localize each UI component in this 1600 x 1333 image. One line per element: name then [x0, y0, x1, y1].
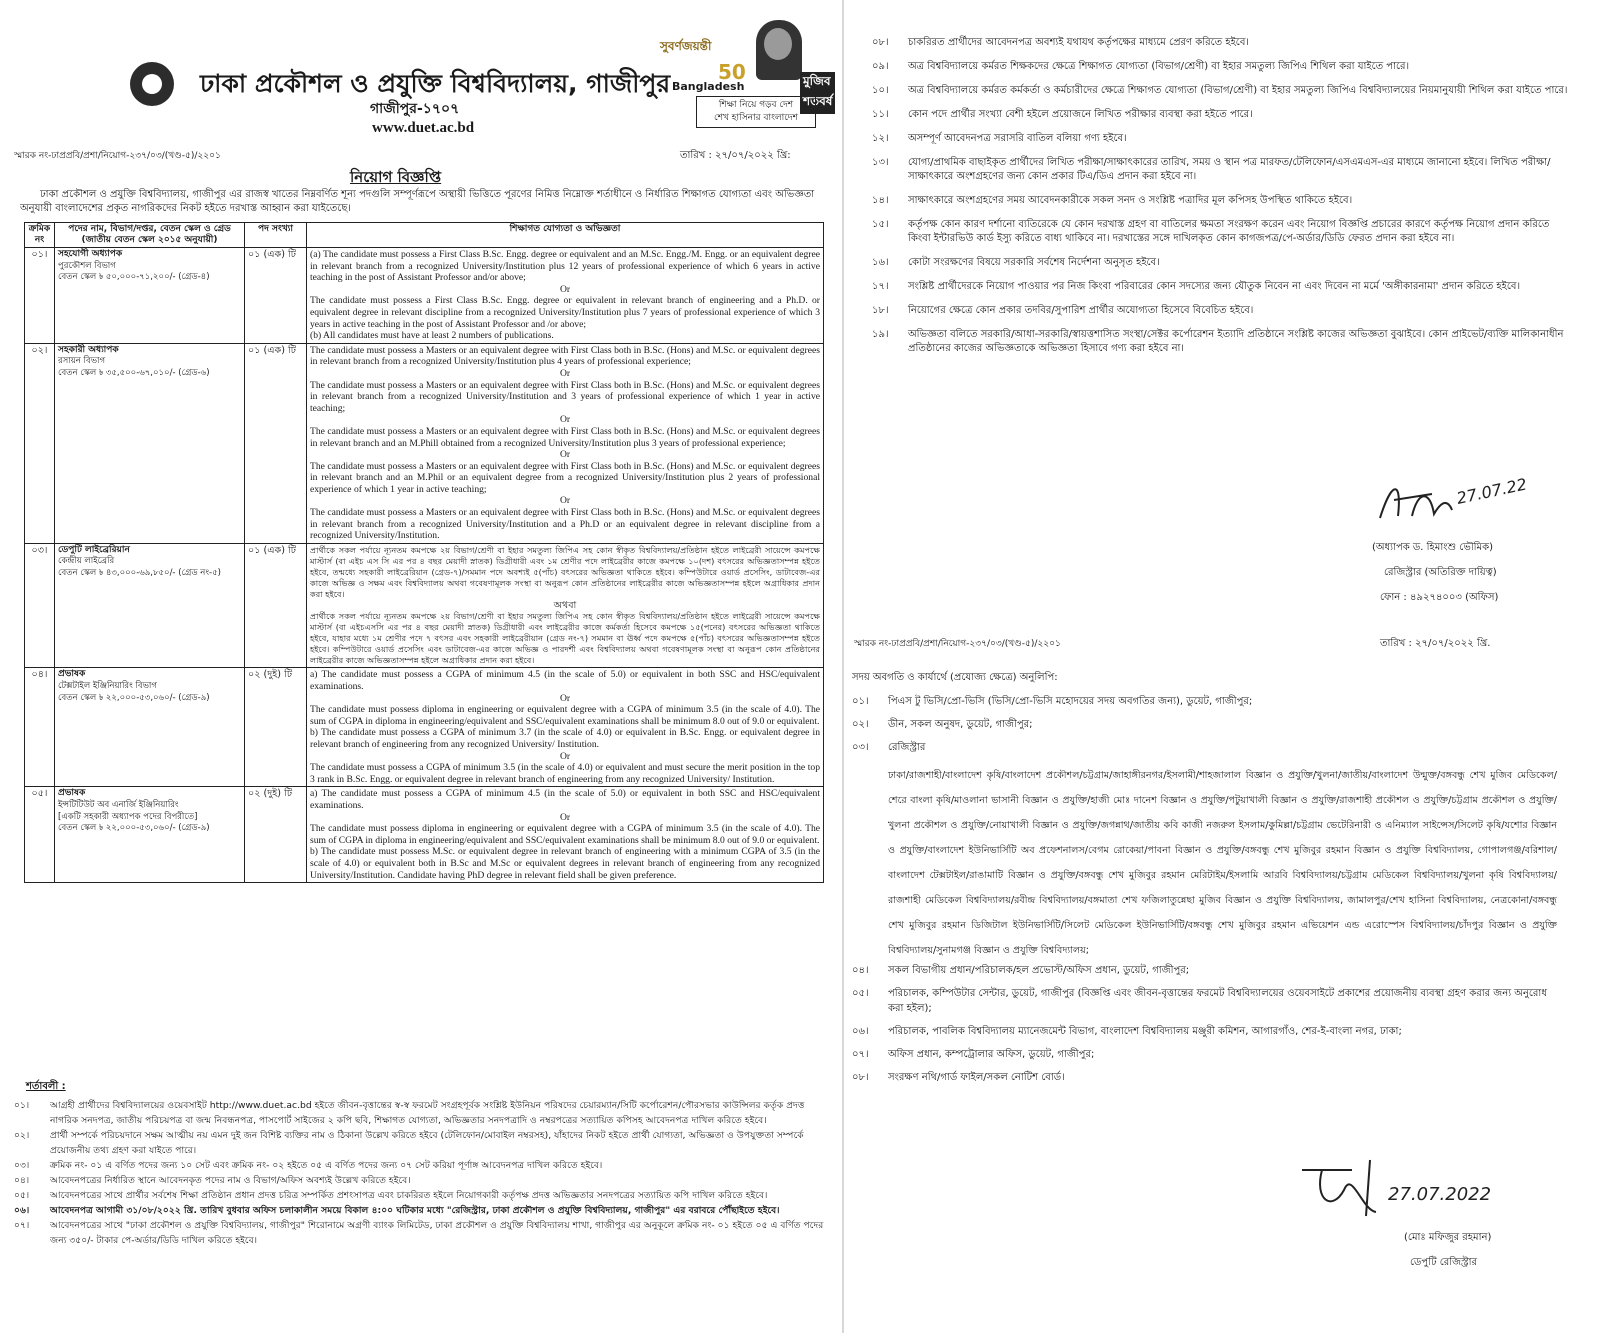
or-separator: Or: [559, 367, 571, 379]
condition-text: অভিজ্ঞতা বলিতে সরকারি/আধা-সরকারি/স্বায়ত্তশাসিত সংস্থা/সেক্টর কর্পোরেশন ইত্যাদি প্রতিষ্ঠানে সংশ্লিষ্ট কাজের অভিজ্ঞতা বুঝাইবে। কোন প্রাইভেট/ব্যক্তি মালিকানাধীন প্রতিষ্ঠানের কাজের অভিজ্ঞতাকে অভিজ্ঞতা হিসাবে গণ্য করা হইবে না।: [908, 329, 1564, 354]
copy-item: [852, 1024, 1557, 1039]
post-dept: টেক্সটাইল ইঞ্জিনিয়ারিং বিভাগ: [58, 681, 157, 692]
copy-item: [852, 963, 1557, 978]
condition-text: চাকরিরত প্রার্থীদের আবেদনপত্র অবশ্যই যথাযথ কর্তৃপক্ষের মাধ্যমে প্রেরণ করিতে হইবে।: [908, 37, 1249, 48]
condition-text: ক্রমিক নং- ০১ এ বর্ণিত পদের জন্য ১০ সেট এবং ক্রমিক নং- ০২ হইতে ০৫ এ বর্ণিত পদের জন্য ০৭ সেট করিয়া পূর্ণাঙ্গ আবেদনপত্র দাখিল করিতে হইবে।: [50, 1160, 603, 1171]
copy-item: [852, 1047, 1557, 1062]
qualification-text: The candidate must possess diploma in engineering or equivalent degree with a CGPA of minimum 3.5 (in the scale of 4.0). The sum of CGPA in diploma in engineering/equivalent and SSC/equivalent examinations shall be minimum 8.0 out of 9.0 or equivalent.: [310, 704, 820, 727]
jubilee-country: Bangladesh: [672, 80, 745, 93]
copy-text: অফিস প্রধান, কম্পট্রোলার অফিস, ডুয়েট, গাজীপুর;: [888, 1049, 1095, 1060]
condition-item: [872, 328, 1572, 356]
post-note: [একটি সহকারী অধ্যাপক পদের বিপরীতে]: [58, 811, 198, 822]
or-separator: Or: [559, 750, 571, 762]
row-count: ০১ (এক) টি: [245, 543, 307, 668]
post-dept: রসায়ন বিভাগ: [58, 356, 106, 367]
copy-item: [852, 717, 1557, 732]
condition-no: ০৮।: [872, 37, 889, 48]
condition-item: [14, 1173, 829, 1188]
copy-no: ০৭।: [852, 1049, 869, 1060]
condition-item: [872, 280, 1572, 294]
copy-list: [852, 694, 1557, 1093]
post-name: ডেপুটি লাইব্রেরিয়ান: [58, 544, 130, 555]
jubilee-text: সুবর্ণজয়ন্তী: [660, 39, 712, 53]
university-logo-icon: [130, 62, 174, 106]
row-sl: ০২।: [25, 343, 55, 543]
condition-item: [872, 108, 1572, 122]
row-count: ০২ (দুই) টি: [245, 668, 307, 787]
post-scale: বেতন স্কেল ৳ ২২,০০০-৫৩,০৬০/- (গ্রেড-৯): [58, 823, 210, 834]
condition-text: আবেদনপত্রের নির্ধারিত স্থানে আবেদনকৃত পদের নাম ও বিভাগ/অফিস অবশ্যই উল্লেখ করিতে হইবে।: [50, 1175, 411, 1186]
portrait-face-icon: [764, 28, 792, 60]
qualification-text: b) The candidate must possess M.Sc. or equivalent degree in relevant branch of engineering with a minimum CGPA of 3.5 (in the scale of 4.0) or equivalent both in B.Sc and M.Sc or equivalent degrees in relevant branch of engineering from any recognized University/Institution. Candidate having PhD degree in relevant field shall be given preference.: [310, 846, 820, 881]
registrar-phone: ফোন : ৪৯২৭৪০০৩ (অফিস): [1380, 592, 1499, 603]
condition-text: অত্র বিশ্ববিদ্যালয়ে কর্মরত কর্মকর্তা ও কর্মচারীদের ক্ষেত্রে শিক্ষাগত যোগ্যতা (বিভাগ/শ্রেণী) বা ইহার সমতুল্য জিপিএ বিশ্ববিদ্যালয়ের নিয়মানুযায়ী শিথিল করা যাইতে পারে।: [908, 85, 1568, 96]
copy-text: ডীন, সকল অনুষদ, ডুয়েট, গাজীপুর;: [888, 719, 1033, 730]
table-row: [25, 543, 824, 668]
qualification-text: The candidate must possess a Masters or an equivalent degree with First Class both in B.Sc. (Hons) and M.Sc. or equivalent degrees in relevant branch from a recognized University/Institution and 3 years of professional experience of which 1 year in active teaching;: [310, 379, 820, 414]
condition-text: আগ্রহী প্রার্থীদের বিশ্ববিদ্যালয়ের ওয়েবসাইট http://www.duet.ac.bd হইতে জীবন-বৃত্তান্তের স্ব-স্ব ফরমেট সংগ্রহপূর্বক সংশ্লিষ্ট ইউনিয়ন পরিষদের চেয়ারম্যান/সিটি কর্পোরেশন/পৌরসভার কাউন্সিলর কর্তৃক প্রদত্ত নাগরিক সনদপত্র, জাতীয় পরিচয়পত্র বা জন্ম নিবন্ধনপত্র, পাসপোর্ট সাইজের ২ কপি ছবি, শিক্ষাগত যোগ্যতা, অভিজ্ঞতার সনদপত্রাদি ও নম্বরপত্রের সত্যায়িত কপিসহ আবেদনপত্র দাখিল করিতে হইবে।: [50, 1100, 805, 1126]
row-sl: ০৩।: [25, 543, 55, 668]
copy-text: সংরক্ষণ নথি/গার্ড ফাইল/সকল নোটিশ বোর্ড।: [888, 1072, 1065, 1083]
registrar-role: রেজিস্ট্রার (অতিরিক্ত দায়িত্ব): [1384, 567, 1497, 578]
condition-text: অসম্পূর্ণ আবেদনপত্র সরাসরি বাতিল বলিয়া গণ্য হইবে।: [908, 133, 1127, 144]
qualification-text: প্রার্থীকে সকল পর্যায়ে ন্যূনতম কমপক্ষে ২য় বিভাগ/শ্রেণী বা ইহার সমতুল্য জিপিএ সহ কোন স্বীকৃত বিশ্ববিদ্যালয়/প্রতিষ্ঠান হইতে লাইব্রেরী সায়েন্সে কমপক্ষে মাস্টার্স (বা এইচএসসি এর পর ৪ বছর মেয়াদী স্নাতক) ডিগ্রীধারী এবং লাইব্রেরীর কাজে কর্মকর্তা হিসেবে কমপক্ষে ১৫(পনের) বৎসরের অভিজ্ঞতা থাকিতে হইবে, যাহার মধ্যে ১ম শ্রেণীর পদে ৭ বৎসর এবং সহকারী লাইব্রেরীয়ান (গ্রেড নং-৭) সমমান বা ঊর্ধ্ব পদে কমপক্ষে ৫(পাঁচ) বৎসরের অভিজ্ঞতাসম্পন্ন হইতে হইবে। কম্পিউটারে ওয়ার্ড প্রসেসিং এবং ডাটাবেজ-এর কাজে অভিজ্ঞ ও পারদর্শী এবং বিশ্ববিদ্যালয় অথবা গবেষণামূলক সংস্থা বা অনুরূপ কোন প্রতিষ্ঠানের লাইব্রেরীর কাজে অভিজ্ঞতাসম্পন্ন হইলে অগ্রাধিকার প্রদান করা হইবে।: [310, 611, 820, 666]
copy-item: [852, 986, 1557, 1016]
condition-item: [872, 218, 1572, 246]
row-qualification: [307, 668, 824, 787]
condition-text: অত্র বিশ্ববিদ্যালয়ে কর্মরত শিক্ষকদের ক্ষেত্রে শিক্ষাগত যোগ্যতা (বিভাগ/শ্রেণী) বা ইহার সমতুল্য জিপিএ শিথিল করা যাইতে পারে।: [908, 61, 1410, 72]
row-post: [55, 343, 245, 543]
header-post: পদের নাম, বিভাগ/দপ্তর, বেতন স্কেল ও গ্রেড (জাতীয় বেতন স্কেল ২০১৫ অনুযায়ী): [55, 223, 245, 248]
conditions-continued: [872, 36, 1572, 366]
or-separator: Or: [559, 692, 571, 704]
table-row: [25, 668, 824, 787]
condition-no: ১৮।: [872, 305, 889, 316]
post-dept: পুরকৌশল বিভাগ: [58, 260, 116, 271]
row-post: [55, 543, 245, 668]
table-header-row: [25, 223, 824, 248]
signature-date: 27.07.22: [1454, 474, 1529, 508]
condition-item: [872, 36, 1572, 50]
table-row: [25, 248, 824, 344]
registrar-distribution-list: ঢাকা/রাজশাহী/বাংলাদেশ কৃষি/বাংলাদেশ প্রকৌশল/চট্টগ্রাম/জাহাঙ্গীরনগর/ইসলামী/শাহজালাল বিজ্ঞান ও প্রযুক্তি/খুলনা/জাতীয়/বাংলাদেশ উন্মুক্ত/বঙ্গবন্ধু শেখ মুজিব মেডিকেল/শেরে বাংলা কৃষি/মাওলানা ভাসানী বিজ্ঞান ও প্রযুক্তি/হাজী মোঃ দানেশ বিজ্ঞান ও প্রযুক্তি/পটুয়াখালী বিজ্ঞান ও প্রযুক্তি/রাজশাহী প্রকৌশল ও প্রযুক্তি/চট্টগ্রাম প্রকৌশল ও প্রযুক্তি/খুলনা প্রকৌশল ও প্রযুক্তি/নোয়াখালী বিজ্ঞান ও প্রযুক্তি/জগন্নাথ/জাতীয় কবি কাজী নজরুল ইসলাম/কুমিল্লা/চট্টগ্রাম ভেটেরিনারী ও এনিম্যাল সাইন্সেস/সিলেট কৃষি/যশোর বিজ্ঞান ও প্রযুক্তি/বাংলাদেশ ইউনিভার্সিটি অব প্রফেশনালস/বেগম রোকেয়া/পাবনা বিজ্ঞান ও প্রযুক্তি/বঙ্গবন্ধু শেখ মুজিবুর রহমান বিজ্ঞান ও প্রযুক্তি বিশ্ববিদ্যালয়, গোপালগঞ্জ/বরিশাল/বাংলাদেশ টেক্সটাইল/রাঙামাটি বিজ্ঞান ও প্রযুক্তি/বঙ্গবন্ধু শেখ মুজিবুর রহমান মেরিটাইম/ইসলামি আরবি বিশ্ববিদ্যালয়/চট্টগ্রাম মেডিকেল বিশ্ববিদ্যালয়/খুলনা কৃষি বিশ্ববিদ্যালয়/রাজশাহী মেডিকেল বিশ্ববিদ্যালয়/রবীন্দ্র বিশ্ববিদ্যালয়/বঙ্গমাতা শেখ ফজিলাতুন্নেছা মুজিব বিজ্ঞান ও প্রযুক্তি বিশ্ববিদ্যালয়, জামালপুর/শেখ হাসিনা বিশ্ববিদ্যালয়, নেত্রকোনা/বঙ্গবন্ধু শেখ মুজিবুর রহমান ডিজিটাল ইউনিভার্সিটি/সিলেট মেডিকেল ইউনিভার্সিটি/বঙ্গবন্ধু শেখ মুজিবুর রহমান এভিয়েশন এন্ড এরোস্পেস বিশ্ববিদ্যালয়/চাঁদপুর বিজ্ঞান ও প্রযুক্তি বিশ্ববিদ্যালয়/সুনামগঞ্জ বিজ্ঞান ও প্রযুক্তি বিশ্ববিদ্যালয়;: [888, 770, 1557, 956]
condition-no: ১৭।: [872, 281, 889, 292]
header-sl: ক্রমিক নং: [25, 223, 55, 248]
post-name: সহযোগী অধ্যাপক: [58, 249, 123, 259]
condition-text: আবেদনপত্রের সাথে প্রার্থীর সর্বশেষ শিক্ষা প্রতিষ্ঠান প্রধান প্রদত্ত চরিত্র সম্পর্কিত প্রশংসাপত্র এবং চাকরিরত হইলে নিয়োগকারী কর্তৃপক্ষ প্রদত্ত অভিজ্ঞতার সনদপত্রের সত্যায়িত কপি দাখিল করিতে হইবে।: [50, 1190, 768, 1201]
post-scale: বেতন স্কেল ৳ ৫০,০০০-৭১,২০০/- (গ্রেড-৪): [58, 272, 210, 283]
signature-date-2: 27.07.2022: [1388, 1184, 1492, 1205]
qualification-text: The candidate must possess a First Class B.Sc. Engg. degree or equivalent in relevant branch of engineering and a Ph.D. or equivalent degree in relevant discipline from a recognized University/Institution plus 7 years of professional experience of which 3 years in active teaching in the post of Assistant Professor and /or above;: [310, 295, 820, 330]
copy-title: সদয় অবগতি ও কার্যার্থে (প্রযোজ্য ক্ষেত্রে) অনুলিপি:: [852, 672, 1058, 683]
header-count: পদ সংখ্যা: [245, 223, 307, 248]
condition-no: ০৬।: [14, 1205, 30, 1216]
condition-item: [14, 1158, 829, 1173]
condition-no: ১৪।: [872, 195, 889, 206]
copy-text: পরিচালক, পাবলিক বিশ্ববিদ্যালয় ম্যানেজমেন্ট বিভাগ, বাংলাদেশ বিশ্ববিদ্যালয় মঞ্জুরী কমিশন, আগারগাঁও, শের-ই-বাংলা নগর, ঢাকা;: [888, 1026, 1402, 1037]
copy-date: তারিখ : ২৭/০৭/২০২২ খ্রি.: [1380, 638, 1491, 649]
or-separator: Or: [559, 414, 571, 426]
notice-intro: ঢাকা প্রকৌশল ও প্রযুক্তি বিশ্ববিদ্যালয়, গাজীপুর এর রাজস্ব খাতের নিম্নবর্ণিত শূন্য পদগুলি সম্পূর্ণরূপে অস্থায়ী ভিত্তিতে পূরণের নিমিত্ত নিম্নোক্ত শর্তাধীনে ও নির্ধারিত শিক্ষাগত যোগ্যতা এবং অভিজ্ঞতা অনুযায়ী বাংলাদেশের প্রকৃত নাগরিকদের নিকট হইতে দরখাস্ত আহ্বান করা যাইতেছে।: [20, 189, 815, 214]
condition-no: ০২।: [14, 1130, 30, 1141]
copy-text: সকল বিভাগীয় প্রধান/পরিচালক/হল প্রভোস্ট/অফিস প্রধান, ডুয়েট, গাজীপুর;: [888, 965, 1190, 976]
memo-number: স্মারক নং-ঢাপ্রপ্রবি/প্রশা/নিয়োগ-২৩৭/০৩/(খণ্ড-৫)/২২০১: [14, 151, 221, 161]
row-sl: ০১।: [25, 248, 55, 344]
condition-item: [14, 1188, 829, 1203]
post-scale: বেতন স্কেল ৳ ৪৩,০০০-৬৯,৮৫০/- (গ্রেড নং-৫): [58, 568, 221, 579]
condition-item: [872, 256, 1572, 270]
condition-no: ০৭।: [14, 1220, 30, 1231]
qualification-text: a) The candidate must possess a CGPA of minimum 4.5 (in the scale of 5.0) or equivalent in both SSC and HSC/equivalent examinations.: [310, 788, 820, 811]
qualification-text: The candidate must possess a Masters or an equivalent degree with First Class both in B.Sc. (Hons) and M.Sc. or equivalent degrees in relevant branch and an M.Phil or an equivalent degree from a recognized University/Institution plus 2 years of professional experience of which 1 year in active teaching;: [310, 460, 820, 495]
post-dept: ইন্সটিটিউট অব এনার্জি ইঞ্জিনিয়ারিং: [58, 799, 179, 810]
registrar-signature: [1372, 470, 1542, 530]
copy-no: ০৫।: [852, 988, 869, 999]
row-post: [55, 668, 245, 787]
copy-no: ০৪।: [852, 965, 869, 976]
copy-no: ০২।: [852, 719, 869, 730]
condition-item: [872, 84, 1572, 98]
condition-text: কোন পদে প্রার্থীর সংখ্যা বেশী হইলে প্রয়োজনে লিখিত পরীক্ষার ব্যবস্থা করা হইতে পারে।: [908, 109, 1253, 120]
copy-no: ০৮।: [852, 1072, 869, 1083]
mujib-badge: মুজিব শতবর্ষ: [800, 72, 835, 114]
deputy-registrar-signature: [1292, 1150, 1492, 1220]
condition-text: সাক্ষাৎকারে অংশগ্রহণের সময় আবেদনকারীকে সকল সনদ ও সংশ্লিষ্ট পত্রাদির মূল কপিসহ উপস্থিত থাকিতে হইবে।: [908, 195, 1353, 206]
condition-no: ১৫।: [872, 219, 889, 230]
row-post: [55, 248, 245, 344]
deputy-registrar-role: ডেপুটি রেজিস্ট্রার: [1410, 1257, 1478, 1268]
condition-text: নিয়োগের ক্ষেত্রে কোন প্রকার তদবির/সুপারিশ প্রার্থীর অযোগ্যতা হিসেবে বিবেচিত হইবে।: [908, 305, 1254, 316]
qualification-text: The candidate must possess diploma in engineering or equivalent degree with a CGPA of minimum 3.5 (in the scale of 4.0). The sum of CGPA in diploma in engineering/equivalent and SSC/equivalent examinations shall be minimum 8.0 out of 9.0 or equivalent.: [310, 823, 820, 846]
row-post: [55, 787, 245, 883]
header-qualification: শিক্ষাগত যোগ্যতা ও অভিজ্ঞতা: [307, 223, 824, 248]
or-separator: Or: [559, 449, 571, 461]
row-sl: ০৪।: [25, 668, 55, 787]
posts-table: [24, 222, 824, 883]
or-separator: অথবা: [553, 599, 577, 611]
copy-no: ০৩।: [852, 742, 869, 753]
row-count: ০১ (এক) টি: [245, 248, 307, 344]
condition-item: [872, 304, 1572, 318]
column-divider: [842, 0, 844, 1333]
deputy-registrar-name: (মোঃ মফিজুর রহমান): [1404, 1232, 1492, 1243]
qualification-text: (b) All candidates must have at least 2 numbers of publications.: [310, 330, 554, 342]
row-qualification: [307, 543, 824, 668]
motto-line-2: শেখ হাসিনার বাংলাদেশ: [714, 113, 798, 123]
condition-item: [14, 1098, 829, 1128]
qualification-text: The candidate must possess a Masters or an equivalent degree with First Class both in B.Sc. (Hons) and M.Sc. or equivalent degrees in relevant branch and an M.Phill obtained from a recognized University/Institution plus 3 years of professional experience;: [310, 425, 820, 449]
row-qualification: [307, 248, 824, 344]
qualification-text: b) The candidate must possess a CGPA of minimum 3.7 (in the scale of 4.0) or equivalent in B.Sc. Engg. or equivalent degree in relevant branch of engineering from any recognized University/ Institution.: [310, 727, 820, 750]
post-scale: বেতন স্কেল ৳ ২২,০০০-৫৩,০৬০/- (গ্রেড-৯): [58, 692, 210, 703]
condition-item: [872, 156, 1572, 184]
notice-title: নিয়োগ বিজ্ঞপ্তি: [350, 168, 442, 186]
condition-text: আবেদনপত্র আগামী ৩১/০৮/২০২২ খ্রি. তারিখ বুধবার অফিস চলাকালীন সময়ে বিকাল ৪:০০ ঘটিকার মধ্যে "রেজিস্ট্রার, ঢাকা প্রকৌশল ও প্রযুক্তি বিশ্ববিদ্যালয়, গাজীপুর" এর বরাবরে পৌঁছাইতে হইবে।: [50, 1205, 780, 1216]
conditions-list: [14, 1098, 829, 1248]
table-row: [25, 787, 824, 883]
right-page: [852, 0, 1600, 1333]
condition-item: [14, 1218, 829, 1248]
copy-text: পিএস টু ভিসি/প্রো-ভিসি (ভিসি/প্রো-ভিসি মহোদয়ের সদয় অবগতির জন্য), ডুয়েট, গাজীপুর;: [888, 696, 1253, 707]
copy-text: রেজিস্ট্রার: [888, 742, 926, 753]
condition-no: ১৬।: [872, 257, 889, 268]
post-name: সহকারী অধ্যাপক: [58, 344, 119, 355]
memo-number-2: স্মারক নং-ঢাপ্রপ্রবি/প্রশা/নিয়োগ-২৩৭/০৩/(খণ্ড-৫)/২২০১: [854, 639, 1061, 649]
copy-item: [852, 1070, 1557, 1085]
condition-text: প্রার্থী সম্পর্কে পরিচয়দানে সক্ষম আত্মীয় নয় এমন দুই জন বিশিষ্ট ব্যক্তির নাম ও ঠিকানা উল্লেখ করিতে হইবে (টেলিফোন/মোবাইল নম্বরসহ), যাঁহাদের নিকট হইতে প্রার্থী যোগ্যতা, অভিজ্ঞতা ও উপযুক্ততা সম্পর্কে প্রয়োজনীয় তথ্য গ্রহণ করা যাইতে পারে।: [50, 1130, 804, 1156]
post-name: প্রভাষক: [58, 788, 86, 799]
condition-no: ০৪।: [14, 1175, 30, 1186]
row-count: ০২ (দুই) টি: [245, 787, 307, 883]
table-row: [25, 343, 824, 543]
registrar-name: (অধ্যাপক ড. হিমাংশু ভৌমিক): [1372, 542, 1493, 553]
notice-date: তারিখ : ২৭/০৭/২০২২ খ্রি:: [680, 150, 791, 161]
condition-no: ০৫।: [14, 1190, 30, 1201]
post-scale: বেতন স্কেল ৳ ৩৫,৫০০-৬৭,০১০/- (গ্রেড-৬): [58, 367, 210, 378]
university-name: ঢাকা প্রকৌশল ও প্রযুক্তি বিশ্ববিদ্যালয়, গাজীপুর: [200, 69, 671, 98]
post-name: প্রভাষক: [58, 669, 86, 680]
condition-no: ০১।: [14, 1100, 30, 1111]
copy-no: ০৬।: [852, 1026, 869, 1037]
condition-item: [872, 132, 1572, 146]
condition-no: ০৯।: [872, 61, 889, 72]
jubilee-50: 50: [718, 60, 746, 84]
condition-text: আবেদনপত্রের সাথে "ঢাকা প্রকৌশল ও প্রযুক্তি বিশ্ববিদ্যালয়, গাজীপুর" শিরোনামে অগ্রণী ব্যাংক লিমিটেড, ঢাকা প্রকৌশল ও প্রযুক্তি বিশ্ববিদ্যালয় শাখা, গাজীপুর এর অনুকূলে ক্রমিক নং- ০১ হইতে ০৫ এ বর্ণিত পদের জন্য ৩৫০/- টাকার পে-অর্ডার/ডিডি দাখিল করিতে হইবে।: [50, 1220, 824, 1246]
copy-item: [852, 740, 1557, 755]
condition-item: [14, 1128, 829, 1158]
condition-item: [872, 60, 1572, 74]
or-separator: Or: [559, 283, 571, 295]
post-dept: কেন্দ্রীয় লাইব্রেরি: [58, 556, 115, 567]
qualification-text: (a) The candidate must possess a First Class B.Sc. Engg. degree or equivalent and an M.Sc. Engg./M. Engg. or an equivalent degree in relevant branch from a recognized University/Institution plus 12 years of professional experience of which 6 years in active teaching in the post of Assistant Professor and/or above;: [310, 249, 820, 284]
qualification-text: The candidate must possess a CGPA of minimum 3.5 (in the scale of 4.0) or equivalent and must secure the merit position in the top 3 rank in B.Sc. Engg. or equivalent degree in relevant branch of engineering from any recognized University/ Institution.: [310, 762, 820, 785]
qualification-text: প্রার্থীকে সকল পর্যায়ে ন্যূনতম কমপক্ষে ২য় বিভাগ/শ্রেণী বা ইহার সমতুল্য জিপিএ সহ কোন স্বীকৃত বিশ্ববিদ্যালয়/প্রতিষ্ঠান হইতে লাইব্রেরী সায়েন্সে কমপক্ষে মাস্টার্স (বা এইচ এস সি এর পর ৪ বছর মেয়াদী স্নাতক) ডিগ্রীধারী এবং ১ম শ্রেণীর পদে লাইব্রেরীর কাজে কমপক্ষে ১০(দশ) বৎসরের অভিজ্ঞতাসম্পন্ন হইতে হইবে, তন্মধ্যে সহকারী লাইব্রেরিয়ান (গ্রেড-৭)/সমমান পদে অবশ্যই ৫(পাঁচ) বৎসরের অভিজ্ঞতা থাকিতে হইবে। কম্পিউটারে ওয়ার্ড প্রসেসিং, ডাটাবেজ-এর কাজে অভিজ্ঞ ও সক্ষম এবং বিশ্ববিদ্যালয় অথবা গবেষণামূলক সংস্থা বা অনুরূপ কোন প্রতিষ্ঠানের লাইব্রেরীর কাজে অভিজ্ঞতাসম্পন্ন হইলে অগ্রাধিকার প্রদান করা হইবে।: [310, 544, 820, 599]
condition-item: [872, 194, 1572, 208]
condition-no: ০৩।: [14, 1160, 30, 1171]
qualification-text: The candidate must possess a Masters or an equivalent degree with First Class both in B.Sc. (Hons) and M.Sc. or equivalent degrees in relevant branch from a recognized University/Institution and a Ph.D or an equivalent degree in relevant discipline from a recognized University/Institution.: [310, 507, 820, 542]
condition-text: কর্তৃপক্ষ কোন কারণ দর্শানো ব্যতিরেকে যে কোন দরখাস্ত গ্রহণ বা বাতিলের ক্ষমতা সংরক্ষণ করেন এবং নিয়োগ বিজ্ঞপ্তি প্রচারের কারণে কর্তৃপক্ষ নিয়োগ প্রদান করিতে কিংবা ইন্টারভিউ কার্ড ইস্যু করিতে বাধ্য থাকিবে না। দরখাস্তের সঙ্গে দাখিলকৃত কোন কাগজপত্র/পে-অর্ডার/ডিডি ফেরত প্রদান করা হইবে না।: [908, 219, 1550, 244]
copy-no: ০১।: [852, 696, 869, 707]
or-separator: Or: [559, 495, 571, 507]
condition-no: ১০।: [872, 85, 889, 96]
copy-item: [852, 694, 1557, 709]
copy-text: পরিচালক, কম্পিউটার সেন্টার, ডুয়েট, গাজীপুর (বিজ্ঞপ্তি এবং জীবন-বৃত্তান্তের ফরমেট বিশ্ববিদ্যালয়ের ওয়েবসাইটে প্রকাশের প্রয়োজনীয় ব্যবস্থা গ্রহণ করার জন্য অনুরোধ করা হইল);: [888, 988, 1547, 1014]
qualification-text: The candidate must possess a Masters or an equivalent degree with First Class both in B.Sc. (Hons) and M.Sc. or equivalent degrees in relevant branch from a recognized University/Institution plus 4 years of professional experience;: [310, 344, 820, 368]
row-qualification: [307, 343, 824, 543]
or-separator: Or: [559, 811, 571, 823]
row-qualification: [307, 787, 824, 883]
conditions-title: শর্তাবলী :: [26, 1081, 66, 1092]
condition-text: কোটা সংরক্ষণের বিষয়ে সরকারি সর্বশেষ নির্দেশনা অনুসৃত হইবে।: [908, 257, 1160, 268]
condition-text: যোগ্য/প্রাথমিক বাছাইকৃত প্রার্থীদের লিখিত পরীক্ষা/সাক্ষাৎকারের তারিখ, সময় ও স্থান পত্র মারফত/টেলিফোন/এসএমএস-এর মাধ্যমে জানানো হইবে। লিখিত পরীক্ষা/সাক্ষাৎকারে অংশগ্রহণের জন্য কোন প্রকার টিএ/ডিএ প্রদান করা হইবে না।: [908, 157, 1551, 182]
condition-no: ১২।: [872, 133, 889, 144]
university-website: www.duet.ac.bd: [372, 120, 475, 136]
row-count: ০১ (এক) টি: [245, 343, 307, 543]
university-address: গাজীপুর-১৭০৭: [370, 101, 460, 117]
row-sl: ০৫।: [25, 787, 55, 883]
qualification-text: a) The candidate must possess a CGPA of minimum 4.5 (in the scale of 5.0) or equivalent in both SSC and HSC/equivalent examinations.: [310, 669, 820, 693]
motto-box: [696, 96, 816, 128]
condition-no: ১৩।: [872, 157, 889, 168]
condition-item: [14, 1203, 829, 1218]
condition-text: সংশ্লিষ্ট প্রার্থীদেরকে নিয়োগ পাওয়ার পর নিজ কিংবা পরিবারের কোন সদস্যের জন্য যৌতুক নিবেন না এবং দিবেন না মর্মে 'অঙ্গীকারনামা' প্রদান করিতে হইবে।: [908, 281, 1521, 292]
motto-line-1: শিক্ষা নিয়ে গড়ব দেশ: [718, 100, 794, 110]
condition-no: ১৯।: [872, 329, 889, 340]
condition-no: ১১।: [872, 109, 889, 120]
